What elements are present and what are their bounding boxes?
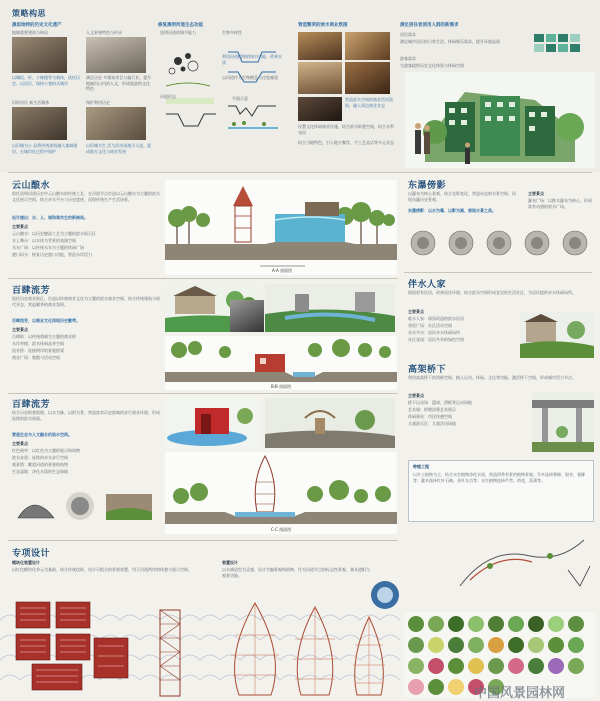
planting-box-title: 种植工程	[413, 464, 429, 469]
banshui-title: 伴水人家	[408, 280, 447, 290]
heritage-photo-3	[12, 107, 67, 140]
col1-caption-4: 以旧城为生 活与活动场地引人流，促成地方文化与商业发展	[86, 143, 152, 154]
baisi-section-label: B-B 剖面图	[270, 384, 292, 389]
col3-caption-3: 结合当地特色，引入地方餐饮、手工艺品店等多元业态	[298, 140, 394, 145]
col1-caption-3: 以旧城为小 品将传统建筑融入地域建设，在城市化过程中保护	[12, 143, 78, 154]
col2-caption-1: 利用河道植物的调节功能，改善水质	[222, 54, 282, 65]
baisi2-design-label: 主要景点	[12, 441, 28, 446]
yunshan-intro: 依托黑明河道历史中云山酿水的传统工艺，在河道节点打造以云山酿水为主题的滨水文化展示空间，结合亲水平台与历史遗迹，再现传统生产生活场景。	[12, 191, 160, 202]
baisi2-point-4: 生态湿地：净化水质的生态绿地	[12, 469, 68, 474]
dongpu-highlight: 东瀑傍影：以水为幕、以影为画，展现水景之美。	[408, 208, 496, 213]
baisi-point-2: 水岸茶楼：滨水休闲品茶空间	[12, 341, 64, 346]
dongpu-intro: 以瀑布为核心景观，结合光影变化，营造动态的水景空间，再现东瀑历史景观。	[408, 191, 516, 202]
banshui-point-3: 亲水平台：居民亲水休闲场所	[408, 330, 460, 335]
yunshan-point-2: 水上舞台：以水体为背景的表演空间	[12, 238, 76, 243]
yunshan-highlight: 设计提出：水、人、城和谐共生的新格局。	[12, 215, 88, 220]
special-item-2: 装置设计	[222, 560, 238, 565]
yunshan-section-label: A-A 剖面图	[271, 268, 293, 273]
commerce-photo-2	[345, 32, 390, 60]
people-icons	[530, 28, 594, 56]
baisi2-point-3: 观景塔：眺望河道的景观构筑物	[12, 462, 68, 467]
baisi2-section-render	[165, 452, 397, 534]
top-divider	[8, 172, 592, 173]
yunshan-point-3: 水车广场：以传统水车为主题的休闲广场	[12, 245, 84, 250]
planting-box	[408, 460, 594, 522]
river-function-diagrams	[158, 36, 293, 146]
divider-2	[8, 393, 398, 394]
lattice-tower	[140, 600, 200, 700]
col1-caption-2: 满足历史 多建筑项目与偏行业，提升地域归口内的人文，形成旅游的文化特色	[86, 75, 152, 91]
baisi-point-4: 商业广场：集散与活动空间	[12, 355, 60, 360]
dongpu-title: 东瀑傍影	[408, 181, 447, 191]
banshui-point-4: 社区花园：居民共享的绿色空间	[408, 337, 464, 342]
baisi-intro: 依托历史商业街区，打造以传统商业文化为主题的滨水商业空间，结合传统建筑与现代业态，营造繁华的商业氛围。	[12, 296, 160, 307]
commerce-photo-5	[298, 97, 342, 121]
commerce-photo-4	[345, 62, 390, 94]
col2-item-3: 河道形态	[160, 94, 176, 99]
divider-1	[8, 278, 398, 279]
red-pavilion-render	[165, 398, 260, 448]
col1-caption-1: 以城垣、杯、小秘楼等为载体，依托历史，以居民，保持小巷格式城市	[12, 75, 80, 86]
baisi-perspective-2	[265, 284, 395, 332]
banshui-render	[520, 312, 594, 358]
yunshan-point-1: 云山酿水：以历史酿造工艺为主题的滨水展示区	[12, 231, 96, 236]
baisi2-intro: 结合历史街巷肌理，以水为脉、以街为骨，营造富有历史韵味的步行商业环境，形成连续的滨水界面。	[12, 410, 160, 421]
baisi-design-label: 主要景点	[12, 327, 28, 332]
special-item-1: 模块化装置设计	[12, 560, 40, 565]
col4-caption-1: 满足城市居民的日常生活、休闲娱乐需求，提升环境品质	[400, 39, 500, 44]
baisi2-section-label: C-C 剖面图	[270, 527, 292, 532]
special-title: 专项设计	[12, 549, 51, 559]
banshui-intro: 保留原有民居，改善居住环境，结合滨水空间形成宜居的生活社区，为居民提供亲水休闲场所。	[408, 290, 576, 295]
col1-label: 黑垣地特的历史文化遗产	[12, 23, 62, 28]
commerce-photo-3	[298, 62, 342, 94]
baisi2-point-1: 红色展亭：以红色为主题的展示构筑物	[12, 448, 80, 453]
gaojia-intro: 利用高架桥下的消极空间，植入运动、休闲、文化等功能，激活桥下空间，形成城市活力节点。	[408, 375, 576, 380]
yunshan-design-label: 主要景点	[12, 224, 28, 229]
col3-label: 营造繁荣的滨水商业氛围	[298, 23, 348, 28]
gaojia-point-1: 桥下运动场：篮球、滑板等运动场地	[408, 400, 472, 405]
col2-caption-2: 以河道作为生物栖息与迁徙廊道	[222, 75, 278, 80]
baisi2-point-2: 滨水步道：连续的亲水步行空间	[12, 455, 68, 460]
col1-item-4: 保护利用历史	[86, 100, 110, 105]
col3-caption-1: 营造滨水空间的商业活动氛围，融入周边商业业态	[345, 97, 393, 108]
commerce-photo-1	[298, 32, 342, 60]
col4-item-1: 居民需求	[400, 32, 416, 37]
baisi-highlight: 百肆流芳，以商业文化再现历史繁荣。	[12, 318, 80, 323]
col2-item-1: 黑明河道的调节能力	[160, 30, 196, 35]
col3-caption-2: 设置文化休闲商业设施，结合滨水街巷空间，结合水系布局	[298, 124, 394, 135]
yunshan-title: 云山酿水	[12, 181, 51, 191]
col4-caption-2: 为游客提供历史文化体验与休闲空间	[400, 63, 464, 68]
gaojia-point-4: 儿童游乐区：儿童活动场地	[408, 421, 456, 426]
banshui-point-2: 邻里广场：社区活动空间	[408, 323, 452, 328]
yunshan-point-4: 渡口码头：恢复历史渡口功能，营造水岸活力	[12, 252, 92, 257]
baisi-point-1: 百肆街：以传统商铺为主题的商业街	[12, 334, 76, 339]
pavilion-icons	[14, 482, 159, 530]
col4-label: 满足居住者使用人群的新需求	[400, 23, 459, 28]
baisi-title: 百肆流芳	[12, 286, 51, 296]
col1-item-2: 人文景观特色与传承	[86, 30, 122, 35]
yunshan-section-render	[165, 180, 397, 275]
col2-item-2: 生物多样性	[222, 30, 242, 35]
gaojia-points-label: 主要景点	[408, 393, 424, 398]
heritage-photo-4	[86, 107, 146, 140]
residential-building-collage	[405, 72, 595, 168]
col2-item-4: 平面示意	[232, 96, 248, 101]
viaduct-render	[532, 392, 594, 452]
woven-teardrop-structures	[215, 595, 395, 701]
col1-item-3: 旧时居民 新生活载体	[12, 100, 50, 105]
strategy-band	[0, 0, 600, 172]
coin-medallions	[408, 228, 594, 258]
col1-item-1: 地域重要建筑与格局	[12, 30, 48, 35]
heritage-photo-1	[12, 37, 67, 73]
divider-3	[8, 540, 398, 541]
gaojia-point-2: 艺术墙：桥墩涂鸦艺术展示	[408, 407, 456, 412]
baisi-point-3: 流芳桥：连接两岸的景观桥梁	[12, 348, 64, 353]
col4-item-2: 游客需求	[400, 56, 416, 61]
special-item-1-text: 以红色模块化单元为基础，结合传统纹样，设计可组合的景观装置，用于河道两岸的休憩与展示空间。	[12, 567, 192, 572]
baisi2-perspective	[265, 398, 395, 448]
heritage-photo-2	[86, 37, 146, 73]
baisi-photo-person	[230, 300, 264, 332]
baisi2-highlight: 营造生态与人文融合的滨水空间。	[12, 432, 72, 437]
divider-right-1	[404, 272, 592, 273]
planting-box-text: 以乡土植物为主，结合水生植物净化水质，营造四季有景的植物景观。乔木选择香樟、银杏、垂柳等；灌木选择红叶石楠、金叶女贞等；水生植物选择芦苇、荷花、菖蒲等。	[413, 472, 585, 483]
dongpu-detail: 瀑布广场：以跌水瀑布为核心，形成富有动感的滨水广场。	[528, 198, 592, 209]
banshui-points-label: 主要景点	[408, 309, 424, 314]
special-item-2-text: 以水滴造型为灵感，设计竹编景观构筑物，作为河道节点的标志性景观，兼具遮阳与观景功能。	[222, 567, 370, 578]
gaojia-title: 高架桥下	[408, 365, 447, 375]
col2-label: 修复黑明河道生态功能	[158, 23, 203, 28]
red-modular-units	[12, 598, 132, 694]
strategy-title: 策略构思	[12, 9, 46, 18]
banshui-point-1: 临水人家：保留改造的滨水民居	[408, 316, 464, 321]
dongpu-detail-label: 主要景点	[528, 191, 544, 196]
baisi2-title: 百肆流芳	[12, 400, 51, 410]
baisi-section-render	[165, 336, 397, 390]
site-watermark: 中国风景园林网	[474, 686, 566, 701]
gaojia-point-3: 休闲驿站：市民休憩空间	[408, 414, 452, 419]
